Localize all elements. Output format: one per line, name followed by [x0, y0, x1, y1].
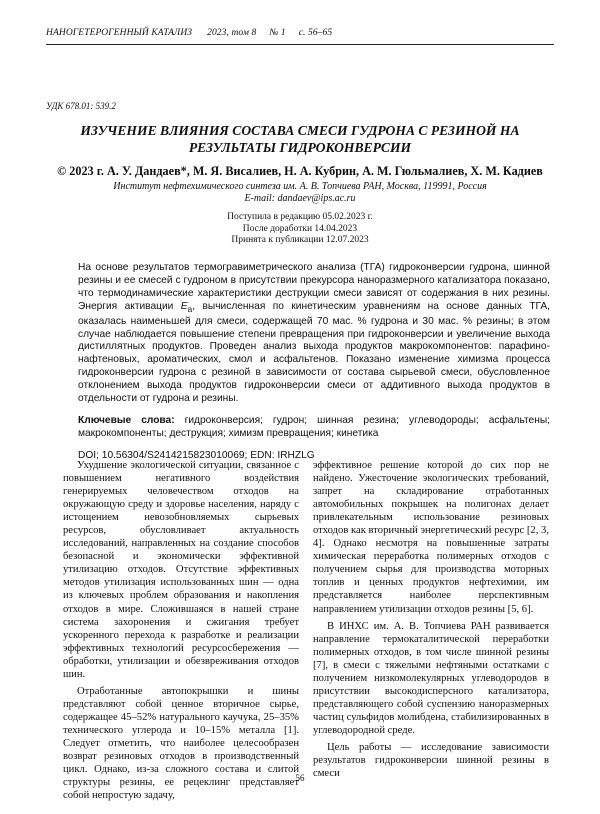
journal-pages: с. 56–65 — [298, 28, 333, 38]
journal-name: НАНОГЕТЕРОГЕННЫЙ КАТАЛИЗ — [46, 28, 193, 38]
affiliation: Институт нефтехимического синтеза им. А. В. Топчиева РАН, Москва, 119991, Россия — [113, 181, 487, 192]
body-column-left — [63, 459, 299, 802]
abstract-text: На основе результатов термогравиметрического анализа (ТГА) гидроконверсии гудрона, шинной резины и ее смесей с гудроном в присутствии прекурсора наноразмерного катализатора показано, что термодинамические характеристики деструкции смеси зависят от содержания в них резины. Энергия активации $E_a$, вычисленная по кинетическим уравнениям на основе данных ТГА, оказалась наименьшей для смеси, содержащей 70 мас. % гудрона и 30 мас. % резины; в этом случае наблюдается повышение степени превращения при гидроконверсии и увеличение выхода дистиллятных продуктов. Проведен анализ выхода продуктов макрокомпонентов: парафино-нафтеновых, ароматических, смол и асфальтенов. Показано изменение химизма процесса гидроконверсии гудрона с резиной в зависимости от состава сырьевой смеси, обусловленное отклонением выхода продуктов гидроконверсии смеси от аддитивного выхода продуктов в отдельности от гудрона и резины. — [78, 262, 551, 405]
journal-issue: 2023, том 8 — [207, 28, 257, 38]
activation-energy-symbol: E — [180, 300, 188, 312]
doi: DOI; 10.56304/S2414215823010069; EDN: IRHZLG — [78, 449, 315, 461]
abstract-block — [78, 262, 550, 463]
date-received: Поступила в редакцию 05.02.2023 г. — [227, 212, 373, 222]
journal-header — [46, 28, 554, 38]
page-number: 56 — [295, 773, 305, 783]
body-paragraph: Цель работы — исследование зависимости результатов гидроконверсии шинной резины в смеси — [313, 741, 549, 780]
journal-number: № 1 — [269, 28, 286, 38]
body-paragraph: Отработанные автопокрышки и шины представляют собой ценное вторичное сырье, содержащее 45–52% натурального каучука, 25–35% технического углерода и 10–15% металла [1]. Следует отметить, что наиболее целесообразен возврат резиновых отходов в производственный цикл. Однако, из-за сложного состава и слитой структуры резины, ее рецеклинг представляет собой непростую задачу, — [63, 685, 299, 802]
author-list: © 2023 г. А. У. Дандаев*, М. Я. Висалиев, Н. А. Кубрин, А. М. Гюльмалиев, Х. М. Кадиев — [57, 164, 543, 178]
keywords-label: Ключевые слова: — [78, 415, 175, 426]
article-dates — [0, 212, 600, 247]
activation-energy-subscript: a — [187, 303, 193, 314]
keywords — [78, 415, 550, 441]
keywords-text: гидроконверсия; гудрон; шинная резина; углеводороды; асфальтены; макрокомпоненты; деструкция; химизм превращения; кинетика — [78, 415, 550, 439]
date-accepted: Принята к публикации 12.07.2023 — [231, 235, 369, 245]
udk-code: УДК 678.01: 539.2 — [46, 101, 116, 111]
header-divider — [46, 44, 554, 45]
body-paragraph: эффективное решение которой до сих пор не найдено. Ужесточение экологических требований, запрет на складирование отработанных автомобильных покрышек на полигонах делает привлекательным использование резиновых отходов как вторичный энергетический ресурс [2, 3, 4]. Однако несмотря на повышенные затраты химическая переработка полимерных отходов с получением сырья для производства моторных топлив и ценных продуктов нефтехимии, им представляется наиболее перспективным направлением утилизации отходов резины [5, 6]. — [313, 460, 549, 615]
email: E-mail: dandaev@ips.ac.ru — [244, 193, 356, 204]
date-revised: После доработки 14.04.2023 — [242, 223, 358, 234]
body-column-right — [313, 459, 549, 780]
article-title: ИЗУЧЕНИЕ ВЛИЯНИЯ СОСТАВА СМЕСИ ГУДРОНА С РЕЗИНОЙ НА РЕЗУЛЬТАТЫ ГИДРОКОНВЕРСИИ — [80, 123, 520, 155]
affiliation-block — [40, 181, 560, 205]
body-paragraph: Ухудшение экологической ситуации, связанное с повышением негативного воздействия генерируемых человечеством отходов на окружающую среду и здоровье населения, наряду с истощением невозобновляемых сырьевых ресурсов, обусловливает актуальность исследований, направленных на создание способов безопасной и экономически эффективной утилизацию отходов. Отсутствие эффективных методов утилизация использованных шин — одна из ключевых проблем образования и накопления отходов в мире. Сложившаяся в нашей стране система захоронения и сжигания требует ускоренного перехода к разработке и реализации эффективных технологий ресурсосбережения — обработки, утилизации и обезвреживания отходов шин. — [63, 460, 299, 680]
body-paragraph: В ИНХС им. А. В. Топчиева РАН развивается направление термокаталитической переработки полимерных отходов, в том числе шинной резины [7], в смеси с тяжелыми нефтяными остатками с получением низкомолекулярных углеводородов в присутствии высокодисперсного катализатора, представляющего собой суспензию наноразмерных частиц сульфидов молибдена, стабилизированных в углеводородной среде. — [313, 620, 549, 736]
